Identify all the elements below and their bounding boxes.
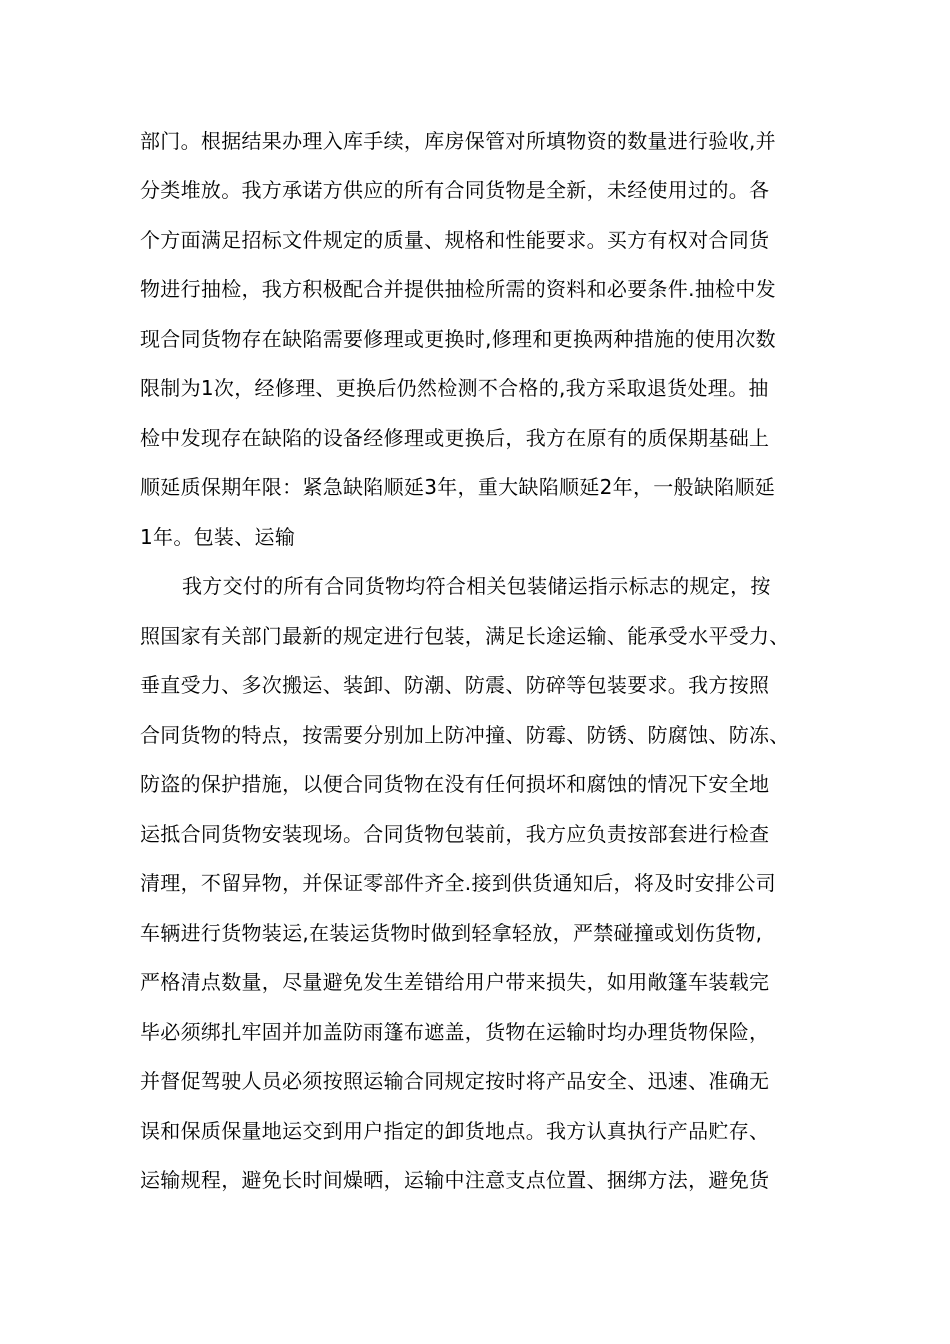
text-line: 个方面满足招标文件规定的质量、规格和性能要求。买方有权对合同货 [140, 228, 770, 252]
text-line: 毕必须绑扎牢固并加盖防雨篷布遮盖，货物在运输时均办理货物保险， [140, 1020, 770, 1044]
paragraph-first-line: 我方交付的所有合同货物均符合相关包装储运指示标志的规定，按 [182, 574, 771, 598]
text-line: 现合同货物存在缺陷需要修理或更换时,修理和更换两种措施的使用次数 [140, 327, 776, 351]
text-line: 照国家有关部门最新的规定进行包装，满足长途运输、能承受水平受力、 [140, 624, 790, 648]
text-line: 顺延质保期年限：紧急缺陷顺延3年，重大缺陷顺延2年，一般缺陷顺延 [140, 475, 776, 499]
text-line: 严格清点数量，尽量避免发生差错给用户带来损失，如用敞篷车装载完 [140, 970, 770, 994]
text-line: 车辆进行货物装运,在装运货物时做到轻拿轻放，严禁碰撞或划伤货物, [140, 921, 763, 945]
text-line: 运输规程，避免长时间燥晒，运输中注意支点位置、捆绑方法，避免货 [140, 1168, 770, 1192]
text-line: 误和保质保量地运交到用户指定的卸货地点。我方认真执行产品贮存、 [140, 1119, 770, 1143]
text-line: 清理，不留异物，并保证零部件齐全.接到供货通知后，将及时安排公司 [140, 871, 776, 895]
text-line: 检中发现存在缺陷的设备经修理或更换后，我方在原有的质保期基础上 [140, 426, 770, 450]
text-line: 合同货物的特点，按需要分别加上防冲撞、防霉、防锈、防腐蚀、防冻、 [140, 723, 790, 747]
text-line: 分类堆放。我方承诺方供应的所有合同货物是全新，未经使用过的。各 [140, 178, 770, 202]
text-line: 1年。包装、运输 [140, 525, 296, 549]
text-line: 物进行抽检，我方积极配合并提供抽检所需的资料和必要条件.抽检中发 [140, 277, 776, 301]
text-line: 运抵合同货物安装现场。合同货物包装前，我方应负责按部套进行检查 [140, 822, 770, 846]
text-line: 部门。根据结果办理入库手续，库房保管对所填物资的数量进行验收,并 [140, 129, 776, 153]
text-line: 限制为1次，经修理、更换后仍然检测不合格的,我方采取退货处理。抽 [140, 376, 769, 400]
text-line: 垂直受力、多次搬运、装卸、防潮、防震、防碎等包装要求。我方按照 [140, 673, 770, 697]
text-line: 防盗的保护措施，以便合同货物在没有任何损坏和腐蚀的情况下安全地 [140, 772, 770, 796]
text-line: 并督促驾驶人员必须按照运输合同规定按时将产品安全、迅速、准确无 [140, 1069, 770, 1093]
